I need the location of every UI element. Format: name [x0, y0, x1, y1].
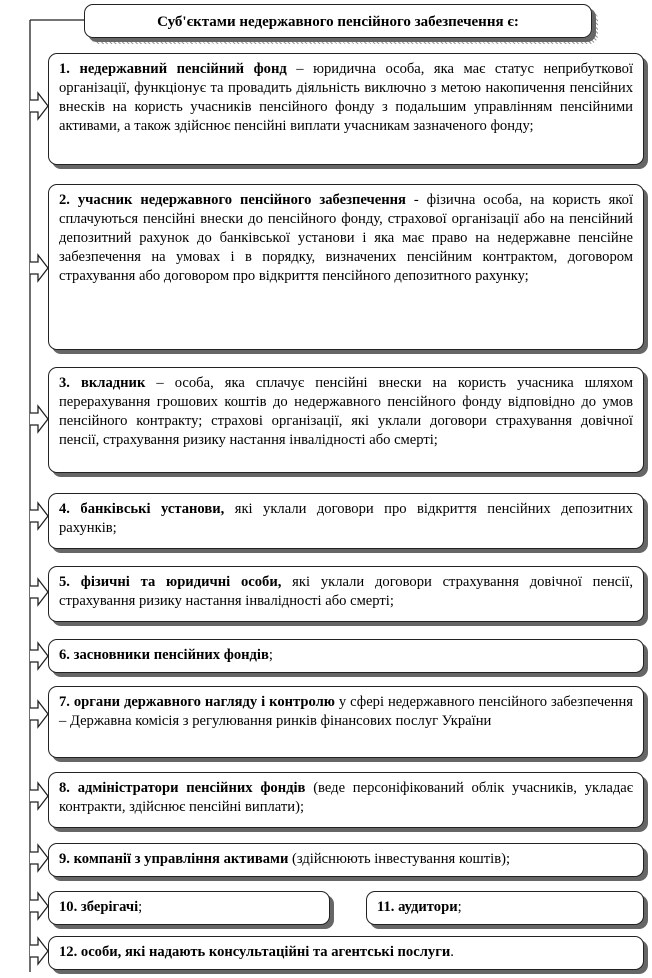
- item-box-10: [48, 891, 330, 925]
- item-box-3: [48, 367, 644, 473]
- item-box-4: [48, 493, 644, 549]
- item-9-term: 9. компанії з управління активами: [59, 851, 289, 867]
- item-3-definition: – особа, яка сплачує пенсійні внески на користь учасника шляхом перерахування грошових коштів до недержавного пенсійного фонду відповідно до умов пенсійного контракту; страхові організації, які уклали договори страхування довічної пенсії, страхування ризику настання інвалідності або смерті;: [59, 375, 634, 448]
- item-box-11: [366, 891, 644, 925]
- arrow-6: [30, 643, 48, 669]
- item-10-definition: ;: [138, 899, 143, 915]
- arrow-7: [30, 701, 48, 727]
- item-7-definition: у сфері недержавного пенсійного забезпечення – Державна комісія з регулювання ринків фінансових послуг України: [59, 694, 633, 729]
- item-box-1: [48, 53, 644, 165]
- arrow-1: [30, 93, 48, 119]
- item-10-term: 10. зберігачі: [59, 899, 139, 915]
- item-5-term: 5. фізичні та юридичні особи,: [59, 574, 282, 590]
- item-7-term: 7. органи державного нагляду і контролю: [59, 694, 335, 710]
- item-3-term: 3. вкладник: [59, 375, 146, 391]
- arrow-3: [30, 406, 48, 432]
- item-box-9: [48, 843, 644, 877]
- item-4-term: 4. банківські установи,: [59, 501, 225, 517]
- arrow-4: [30, 503, 48, 529]
- arrow-5: [30, 579, 48, 605]
- item-11-term: 11. аудитори: [377, 899, 458, 915]
- item-box-5: [48, 566, 644, 622]
- arrow-2: [30, 255, 48, 281]
- item-12-term: 12. особи, які надають консультаційні та агентські послуги: [59, 944, 451, 960]
- item-6-term: 6. засновники пенсійних фондів: [59, 647, 269, 663]
- item-12-definition: .: [450, 944, 454, 960]
- item-5-definition: які уклали договори страхування довічної пенсії, страхування ризику настання інвалідності або смерті;: [59, 574, 633, 609]
- diagram-title: Суб'єктами недержавного пенсійного забезпечення є:: [84, 4, 592, 38]
- item-8-definition: (веде персоніфікований облік учасників, укладає контракти, здійснює пенсійні виплати);: [59, 780, 634, 815]
- item-8-term: 8. адміністратори пенсійних фондів: [59, 780, 306, 796]
- item-2-definition: - фізична особа, на користь якої сплачуються пенсійні внески до пенсійного фонду, страхової організації або на пенсійний депозитний рахунок до банківської установи і яка має право на недержавне пенсійне забезпечення на умовах і в порядку, визначених пенсійним контрактом, договором страхування або договором про відкриття пенсійного депозитного рахунку;: [59, 192, 633, 284]
- arrow-10: [30, 893, 48, 919]
- item-1-definition: – юридична особа, яка має статус неприбуткової організації, функціонує та провадить діяльність виключно з метою накопичення пенсійних внесків на користь учасників пенсійного фонду з подальшим управлінням пенсійними активами, а також здійснює пенсійні виплати учасникам зазначеного фонду;: [59, 61, 633, 134]
- arrow-9: [30, 845, 48, 871]
- item-box-7: [48, 686, 644, 758]
- item-box-8: [48, 772, 644, 828]
- arrow-12: [30, 938, 48, 964]
- item-box-2: [48, 184, 644, 350]
- item-1-term: 1. недержавний пенсійний фонд: [59, 61, 287, 77]
- item-box-12: [48, 936, 644, 970]
- item-box-6: [48, 639, 644, 673]
- item-9-definition: (здійснюють інвестування коштів);: [288, 851, 511, 867]
- item-2-term: 2. учасник недержавного пенсійного забезпечення: [59, 192, 406, 208]
- item-6-definition: ;: [268, 647, 273, 663]
- arrow-8: [30, 783, 48, 809]
- item-4-definition: які уклали договори про відкриття пенсійних депозитних рахунків;: [59, 501, 633, 536]
- item-11-definition: ;: [457, 899, 462, 915]
